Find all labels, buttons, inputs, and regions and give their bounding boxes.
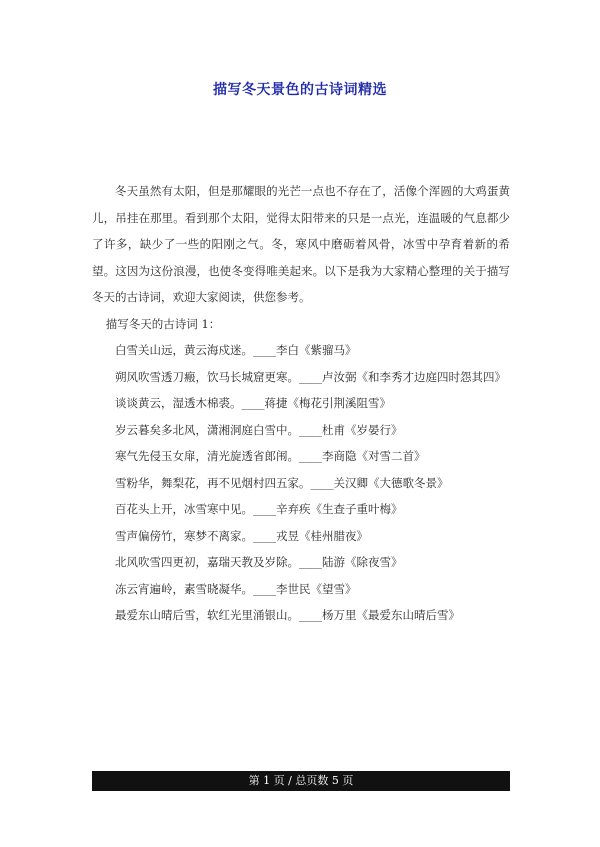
poem-line: 雪声偏傍竹，寒梦不离家。____戎昱《桂州腊夜》 [115, 528, 368, 543]
poem-line: 朔风吹雪透刀瘢，饮马长城窟更寒。____卢汝弼《和李秀才边庭四时怨其四》 [115, 369, 506, 384]
poem-line: 雪粉华，舞梨花，再不见烟村四五家。____关汉卿《大德歌冬景》 [115, 475, 449, 490]
intro-paragraph: 冬天虽然有太阳，但是那耀眼的光芒一点也不存在了，活像个浑圆的大鸡蛋黄儿，吊挂在那里。看到那个太阳，觉得太阳带来的只是一点光，连温暖的气息都少了许多，缺少了一些的阳刚之气。冬，寒风中磨砺着风骨，冰雪中孕育着新的希望。这因为这份浪漫，也使冬变得唯美起来。以下是我为大家精心整理的关于描写冬天的古诗词，欢迎大家阅读，供您参考。 [92, 184, 510, 304]
poem-line: 冻云宵遍岭，素雪晓凝华。____李世民《望雪》 [115, 581, 357, 596]
poem-line: 百花头上开，冰雪寒中见。____辛弃疾《生查子重叶梅》 [115, 502, 403, 516]
page-footer: 第 1 页 / 总页数 5 页 [92, 771, 510, 791]
poem-line: 寒气先侵玉女扉，清光旋透省郎闱。____李商隐《对雪二首》 [115, 449, 426, 463]
poem-list [92, 311, 510, 629]
poem-line: 谈谈黄云，湿透木棉裘。____蒋捷《梅花引荆溪阻雪》 [115, 396, 391, 410]
section-heading: 描写冬天的古诗词 1： [105, 316, 221, 331]
document-body [92, 178, 510, 629]
poem-line: 白雪关山远，黄云海戍迷。____李白《紫骝马》 [115, 343, 357, 357]
document-title: 描写冬天景色的古诗词精选 [213, 82, 387, 98]
poem-line: 最爱东山晴后雪，软红光里涌银山。____杨万里《最爱东山晴后雪》 [115, 608, 460, 622]
poem-line: 岁云暮矣多北风，潇湘洞庭白雪中。____杜甫《岁晏行》 [115, 422, 403, 437]
poem-line: 北风吹雪四更初，嘉瑞天教及岁除。____陆游《除夜雪》 [115, 555, 403, 569]
